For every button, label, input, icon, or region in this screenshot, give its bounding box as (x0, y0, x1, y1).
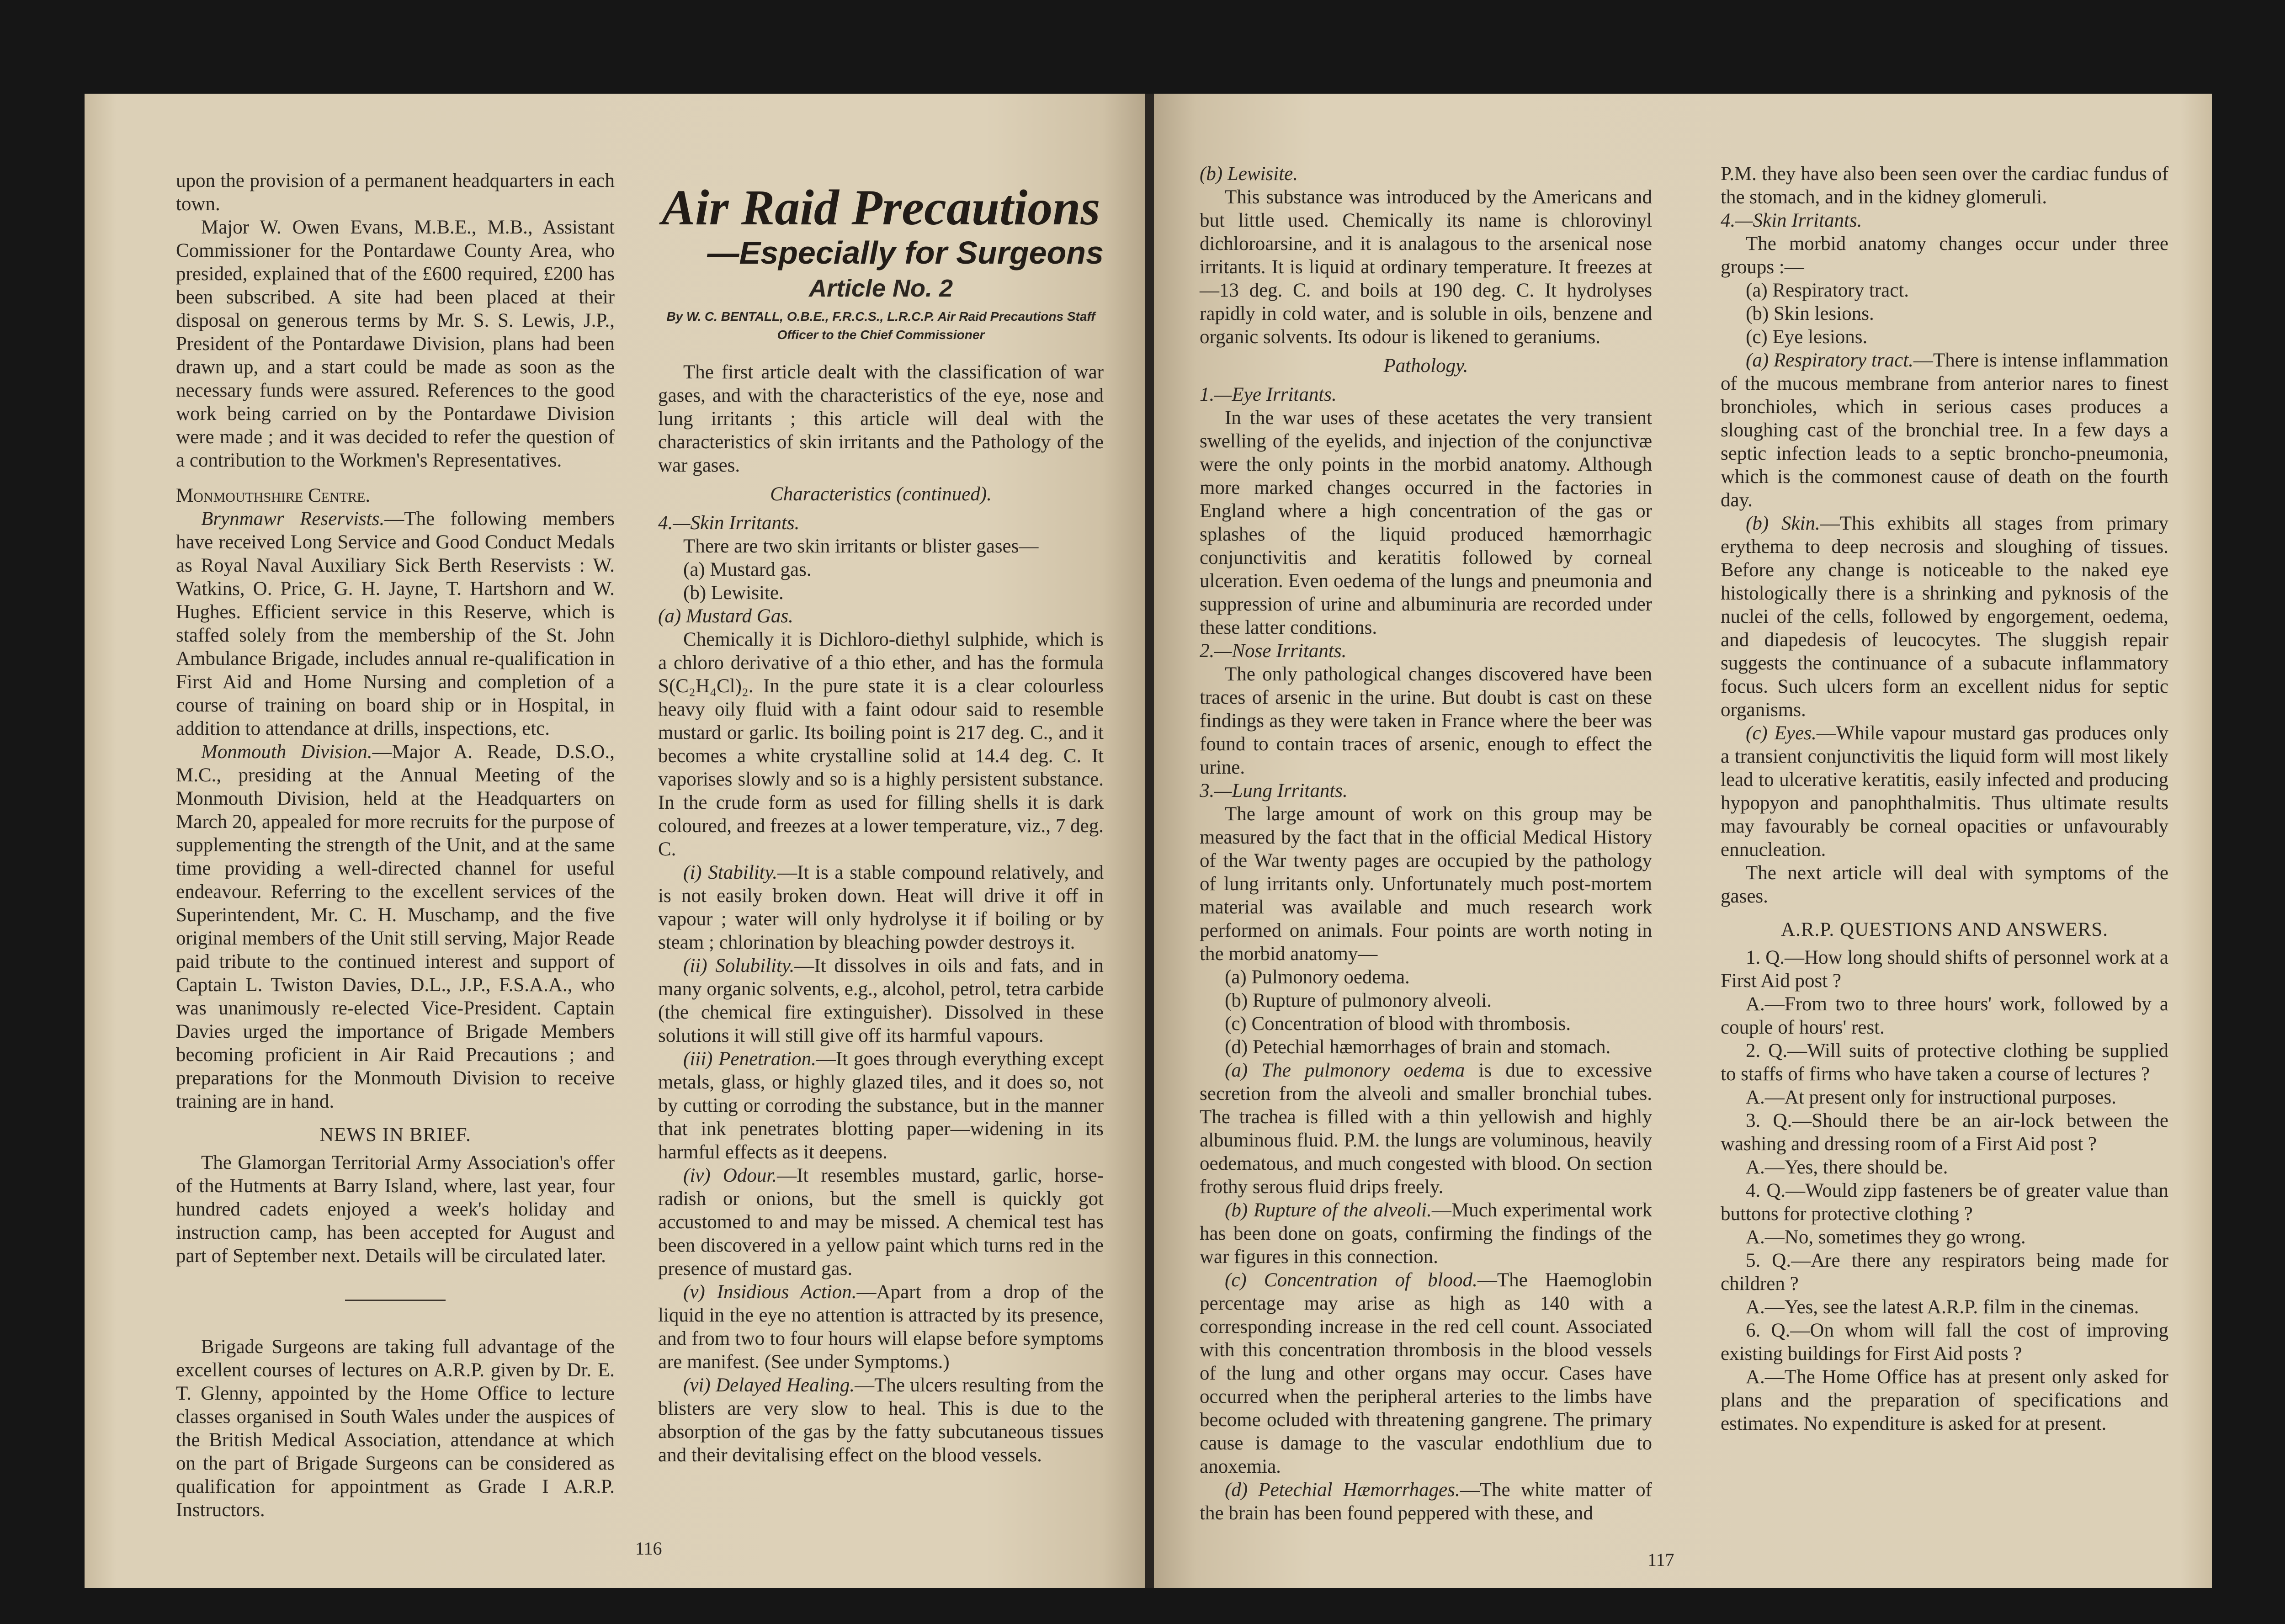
paragraph-lead: (a) Mustard Gas. (658, 605, 793, 627)
paragraph-lead: (iii) Penetration. (683, 1048, 816, 1070)
paragraph-lead: 4.—Skin Irritants. (658, 512, 800, 534)
section-heading: A.R.P. QUESTIONS AND ANSWERS. (1781, 919, 2108, 940)
paragraph-lead: Brynmawr Reservists. (201, 508, 385, 530)
paragraph-text: —The Haemoglobin percentage may arise as high as 140 with a corresponding increase in the red cell count. Associated with this concentration thrombosis in the blood vessels of the lung and other organs may occur. Cases have occurred when the peripheral arteries to the limbs have become ocluded with threatening gangrene. The primary cause is damage to the vascular endothlium due to anoxemia. (1200, 1269, 1653, 1477)
paragraph: In the war uses of these acetates the very transient swelling of the eyelids, and injection of the conjunctivæ were the only points in the morbid anatomy. Although more marked changes occurred in the factories in England where a high concentration of the gas or splashes of the liquid produced hæmorrhagic conjunctivitis and keratitis followed by corneal ulceration. Even oedema of the lungs and pneumonia and suppression of urine and albuminuria are recorded under these latter conditions. (1200, 407, 1652, 638)
paragraph-lead: (ii) Solubility. (683, 955, 795, 977)
paragraph (1200, 1059, 1652, 1199)
paragraph (658, 861, 1104, 954)
paragraph-lead: (i) Stability. (683, 862, 778, 883)
paragraph (658, 511, 1104, 535)
paragraph-text: —This exhibits all stages from primary erythema to deep necrosis and sloughing of tissues. Before any change is noticeable to the naked eye histologically there is a shrinking and pyknosis of the nuclei of the cells, followed by engorgement, oedema, and diapedesis of leucocytes. The sluggish repair suggests the continuance of a subacute inflammatory focus. Such ulcers form an excellent nidus for septic organisms. (1721, 513, 2169, 721)
paragraph (1200, 1478, 1652, 1525)
paragraph: A.—The Home Office has at present only asked for plans and the preparation of specifications and estimates. No expenditure is asked for at present. (1721, 1366, 2168, 1434)
paragraph-text: —The ulcers resulting from the blisters are very slow to heal. This is due to the absorption of the gas by the fatty subcutaneous tissues and their devitalising effect on the blood vessels. (658, 1375, 1104, 1466)
paragraph-lead: 4.—Skin Irritants. (1721, 210, 1862, 231)
subheading: Pathology. (1383, 355, 1468, 377)
paragraph-lead: (d) Petechial Hæmorrhages. (1225, 1479, 1460, 1501)
paragraph: Major W. Owen Evans, M.B.E., M.B., Assistant Commissioner for the Pontardawe County Area, who presided, explained that of the £600 required, £200 has been subscribed. A site had been placed at their disposal on generous terms by Mr. S. S. Lewis, J.P., President of the Pontardawe Division, plans had been drawn up, and a start could be made as soon as the necessary funds were assured. References to the good work being carried on by the Pontardawe Division were made ; and it was decided to refer the question of a contribution to the Workmen's Representatives. (176, 217, 615, 471)
paragraph-lead: (b) Skin. (1746, 513, 1820, 534)
paragraph-text: —There is intense inflammation of the mucous membrane from anterior nares to finest bronchioles, which in serious cases produces a sloughing cast of the bronchial tree. In a few days a septic infection leads to a septic broncho-pneumonia, which is the commonest cause of death on the fourth day. (1721, 350, 2168, 511)
paragraph-text: —It goes through everything except metals, glass, or highly glazed tiles, and it does so, not by cutting or corroding the substance, but in the manner that ink penetrates blotting paper—widening in its harmful effects as it deepens. (658, 1048, 1104, 1163)
paragraph (1200, 383, 1652, 406)
paragraph: A.—No, sometimes they go wrong. (1746, 1226, 2026, 1248)
paragraph: Chemically it is Dichloro-diethyl sulphide, which is a chloro derivative of a thio ether, and has the formula S(C₂H₄Cl)₂. In the pure state it is a clear colourless heavy oily fluid with a faint odour said to resemble mustard or garlic. Its boiling point is 217 deg. C., and it becomes a white crystalline solid at 14.4 deg. C. It vaporises slowly and so is a highly persistent substance. In the crude form as used for filling shells it is dark coloured, and freezes at a lower temperature, viz., 7 deg. C. (658, 629, 1104, 860)
list-item: (d) Petechial hæmorrhages of brain and stomach. (1225, 1036, 1611, 1058)
paragraph: The next article will deal with symptoms of the gases. (1721, 862, 2168, 907)
article-byline: By W. C. BENTALL, O.B.E., F.R.C.S., L.R.C.P. Air Raid Precautions Staff Officer to the Chief Commissioner (666, 309, 1095, 342)
paragraph (1721, 349, 2168, 512)
paragraph: P.M. they have also been seen over the cardiac fundus of the stomach, and in the kidney glomeruli. (1721, 163, 2168, 208)
paragraph: The large amount of work on this group may be measured by the fact that in the official Medical History of the War twenty pages are occupied by the pathology of lung irritants only. Unfortunately much post-mortem material was available and much research work performed on animals. Four points are worth noting in the morbid anatomy— (1200, 803, 1652, 965)
paragraph-text: —While vapour mustard gas produces only a transient conjunctivitis the liquid form will most likely lead to ulcerative keratitis, easily infected and producing hypopyon and panophthalmitis. Thus ultimate results may favourably be corneal opacities or unfavourably ennucleation. (1721, 722, 2168, 860)
paragraph (658, 954, 1104, 1047)
paragraph-lead: (b) Rupture of the alveoli. (1225, 1199, 1432, 1221)
paragraph-lead: (v) Insidious Action. (683, 1281, 857, 1303)
paragraph: The morbid anatomy changes occur under three groups :— (1721, 233, 2168, 278)
paragraph-text: —The following members have received Long Service and Good Conduct Medals as Royal Naval Auxiliary Sick Berth Reservists : W. Watkins, O. Price, G. H. Jayne, T. Hartshorn and W. Hughes. Efficient service in this Reserve, which is staffed solely from the membership of the St. John Ambulance Brigade, includes annual re-qualification in First Aid and Home Nursing and completion of a course of training on board ship or in Hospital, in addition to attendance at drills, inspections, etc. (176, 508, 615, 739)
subsection-heading: Monmouthshire Centre. (176, 485, 371, 506)
list-item: (b) Skin lesions. (1746, 303, 1874, 324)
subheading: Characteristics (continued). (770, 483, 992, 505)
paragraph (176, 740, 615, 1113)
paragraph-text: —It dissolves in oils and fats, and in many organic solvents, e.g., alcohol, petrol, tetra carbide (the chemical fire extinguisher). Dissolved in these solutions it will still give off its harmful vapours. (658, 955, 1104, 1046)
list-item: (c) Eye lesions. (1746, 326, 1868, 348)
paragraph: The only pathological changes discovered have been traces of arsenic in the urine. But doubt is cast on these findings as they were taken in France where the beer was found to contain traces of arsenic, enough to effect the urine. (1200, 663, 1652, 778)
right-page (1154, 94, 2212, 1588)
paragraph-lead: (b) Lewisite. (1200, 163, 1298, 185)
paragraph: 5. Q.—Are there any respirators being made for children ? (1721, 1250, 2168, 1295)
paragraph: 6. Q.—On whom will fall the cost of improving existing buildings for First Aid posts ? (1721, 1320, 2168, 1364)
paragraph: A.—From two to three hours' work, followed by a couple of hours' rest. (1721, 993, 2168, 1038)
right-page-column-2 (1721, 162, 2168, 1435)
paragraph: A.—At present only for instructional purposes. (1746, 1087, 2116, 1108)
paragraph-lead: 3.—Lung Irritants. (1200, 780, 1348, 801)
list-item: (a) Respiratory tract. (1746, 280, 1909, 301)
article-number: Article No. 2 (808, 275, 953, 302)
paragraph (1721, 722, 2168, 861)
right-page-column-1 (1200, 162, 1652, 1525)
paragraph (1200, 779, 1652, 802)
paragraph: 3. Q.—Should there be an air-lock between the washing and dressing room of a First Aid post ? (1721, 1110, 2168, 1155)
paragraph-text: —Much experimental work has been done on goats, confirming the findings of the war figures in this connection. (1200, 1199, 1652, 1268)
paragraph-text: —It resembles mustard, garlic, horse-radish or onions, but the smell is quickly got accustomed to and may be missed. A chemical test has been discovered in a yellow paint which turns red in the presence of mustard gas. (658, 1165, 1104, 1279)
paragraph (1200, 162, 1652, 186)
paragraph: A.—Yes, there should be. (1746, 1157, 1948, 1178)
article-body (658, 361, 1104, 1467)
paragraph-lead: (vi) Delayed Healing. (683, 1375, 855, 1396)
paragraph-lead: (c) Eyes. (1746, 722, 1817, 744)
paragraph: 1. Q.—How long should shifts of personnel work at a First Aid post ? (1721, 947, 2168, 992)
paragraph: A.—Yes, see the latest A.R.P. film in the cinemas. (1746, 1296, 2139, 1318)
section-divider (345, 1300, 446, 1301)
paragraph: Brigade Surgeons are taking full advantage of the excellent courses of lectures on A.R.P. given by Dr. E. T. Glenny, appointed by the Home Office to lecture classes organised in South Wales under the auspices of the British Medical Association, attendance at which on the part of Brigade Surgeons can be considered as qualification for appointment as Grade I A.R.P. Instructors. (176, 1336, 615, 1521)
paragraph-lead: (iv) Odour. (683, 1165, 777, 1186)
section-heading: NEWS IN BRIEF. (319, 1124, 471, 1146)
paragraph: The first article dealt with the classification of war gases, and with the characteristics of the eye, nose and lung irritants ; this article will deal with the characteristics of skin irritants and the Pathology of the war gases. (658, 361, 1104, 476)
list-item: (a) Pulmonory oedema. (1225, 966, 1410, 988)
paragraph-text: —It is a stable compound relatively, and is not easily broken down. Heat will drive it off in vapour ; water will only hydrolyse it if boiling or by steam ; chlorination by bleaching powder destroys it. (658, 862, 1104, 953)
paragraph (658, 1047, 1104, 1164)
paragraph (658, 1280, 1104, 1374)
paragraph-lead: Monmouth Division. (201, 741, 372, 763)
paragraph (176, 507, 615, 740)
paragraph-lead: (a) The pulmonory oedema (1225, 1060, 1465, 1081)
page-number: 116 (635, 1538, 662, 1559)
paragraph-lead: (c) Concentration of blood. (1225, 1269, 1477, 1291)
paragraph (1721, 512, 2168, 722)
paragraph (658, 1374, 1104, 1467)
list-item: (b) Lewisite. (683, 582, 784, 604)
article-title: Air Raid Precautions (661, 180, 1100, 235)
left-page (85, 94, 1145, 1588)
paragraph-lead: (a) Respiratory tract. (1746, 350, 1913, 371)
paragraph: There are two skin irritants or blister gases— (683, 536, 1039, 557)
paragraph (658, 1164, 1104, 1280)
paragraph-text: —Apart from a drop of the liquid in the eye no attention is attracted by its presence, and from two to four hours will elapse before symptoms are manifest. (See under Symptoms.) (658, 1281, 1104, 1373)
list-item: (a) Mustard gas. (683, 559, 812, 580)
paragraph (658, 605, 1104, 628)
paragraph-text: is due to excessive secretion from the alveoli and smaller bronchial tubes. The trachea is filled with a thin yellowish and highly albuminous fluid. P.M. the lungs are voluminous, heavily oedematous, and much congested with blood. On section frothy serous fluid drips freely. (1200, 1060, 1652, 1198)
paragraph: The Glamorgan Territorial Army Association's offer of the Hutments at Barry Island, where, last year, four hundred cadets enjoyed a week's holiday and instruction camp, has been accepted for August and part of September next. Details will be circulated later. (176, 1152, 615, 1267)
paragraph (1200, 639, 1652, 663)
article-subtitle: —Especially for Surgeons (707, 235, 1104, 271)
page-number: 117 (1647, 1550, 1674, 1570)
paragraph (1200, 1199, 1652, 1268)
paragraph: upon the provision of a permanent headquarters in each town. (176, 170, 615, 215)
left-page-column-1 (176, 169, 615, 1522)
list-item: (c) Concentration of blood with thrombosis. (1225, 1013, 1571, 1035)
paragraph: 2. Q.—Will suits of protective clothing be supplied to staffs of firms who have taken a course of lectures ? (1721, 1040, 2168, 1085)
paragraph: 4. Q.—Would zipp fasteners be of greater value than buttons for protective clothing ? (1721, 1180, 2168, 1225)
paragraph-lead: 1.—Eye Irritants. (1200, 384, 1337, 405)
list-item: (b) Rupture of pulmonory alveoli. (1225, 990, 1492, 1011)
paragraph-text: —The white matter of the brain has been found peppered with these, and (1200, 1479, 1652, 1524)
paragraph: This substance was introduced by the Americans and but little used. Chemically its name is chlorovinyl dichloroarsine, and it is analagous to the arsenical nose irritants. It is liquid at ordinary temperature. It freezes at —13 deg. C. and boils at 190 deg. C. It hydrolyses rapidly in cold water, and is soluble in oils, benzene and organic solvents. Its odour is likened to geraniums. (1200, 186, 1652, 348)
paragraph-text: —Major A. Reade, D.S.O., M.C., presiding at the Annual Meeting of the Monmouth Division, held at the Headquarters on March 20, appealed for more recruits for the purpose of supplementing the strength of the Unit, and at the same time providing a well-directed channel for useful endeavour. Referring to the excellent services of the Superintendent, Mr. C. H. Muschamp, and the five original members of the Unit still serving, Major Reade paid tribute to the continued interest and support of Captain L. Twiston Davies, D.L., J.P., F.S.A.A., who was unanimously re-elected Vice-President. Captain Davies urged the importance of Brigade Members becoming proficient in Air Raid Precautions ; and preparations for the Monmouth Division to receive training are in hand. (176, 741, 615, 1112)
paragraph (1200, 1268, 1652, 1478)
paragraph-lead: 2.—Nose Irritants. (1200, 640, 1347, 662)
left-page-column-2 (658, 176, 1104, 1467)
paragraph (1721, 209, 2168, 232)
